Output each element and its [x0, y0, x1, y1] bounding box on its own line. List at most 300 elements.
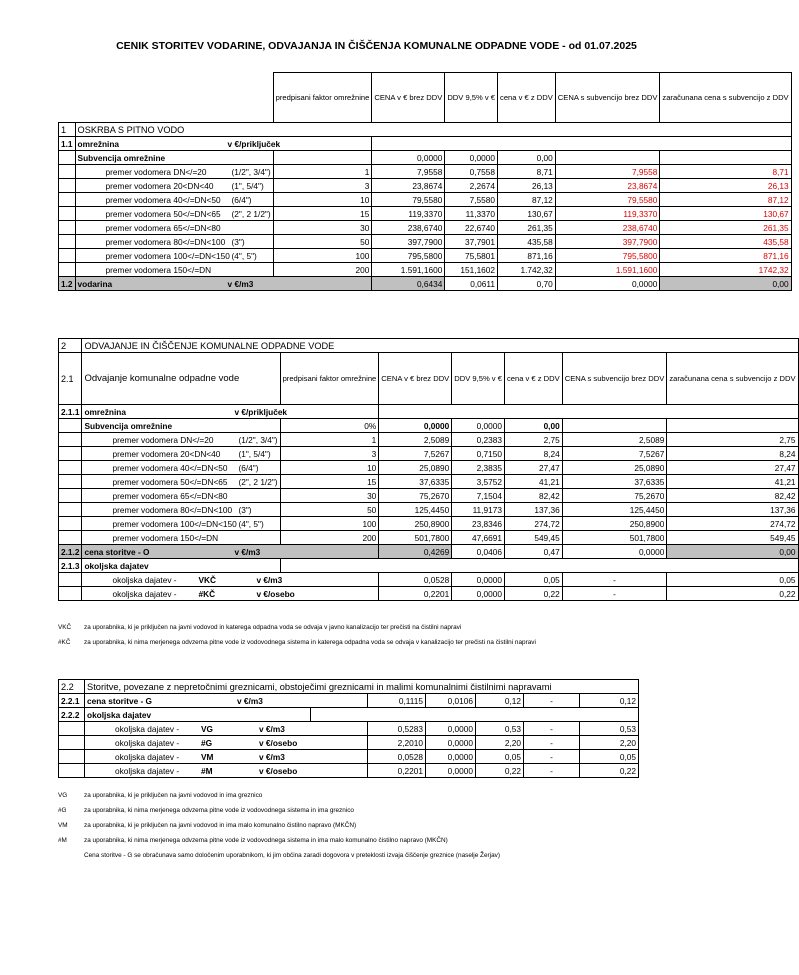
- meter-diameter: premer vodomera 150</=DN: [112, 532, 219, 543]
- meter-diameter: premer vodomera 50</=DN<65: [112, 476, 228, 487]
- meter-charged: 137,36: [667, 503, 798, 517]
- subsection-number: 2.2.2: [59, 708, 85, 722]
- vodarina-label: vodarina v €/m3: [75, 277, 372, 291]
- subsection-title: Odvajanje komunalne odpadne vode: [82, 353, 280, 405]
- table-row: [59, 221, 792, 235]
- levy-unit: v €/osebo: [256, 588, 295, 599]
- subsection-number: 2.1: [59, 353, 82, 405]
- meter-price: 238,6740: [372, 221, 445, 235]
- meter-vat: 11,3370: [445, 207, 498, 221]
- levy-unit: v €/osebo: [259, 737, 298, 748]
- meter-price: 7,9558: [372, 165, 445, 179]
- levy-price-vat: 0,22: [504, 587, 562, 601]
- footnote-text: za uporabnika, ki nima merjenega odvzema pitne vode iz vodovodnega sistema in ima greznico: [84, 807, 354, 814]
- subsidy-value: 0,0000: [379, 419, 452, 433]
- header-charged: zaračunana cena s subvencijo z DDV: [660, 73, 791, 123]
- row-empty: [59, 433, 82, 447]
- subsidy-vat: 0,0000: [445, 151, 498, 165]
- meter-factor: 200: [273, 263, 372, 277]
- table-row: [59, 587, 799, 601]
- meter-price-vat: 8,71: [498, 165, 556, 179]
- meter-charged: 8,71: [660, 165, 791, 179]
- levy-sub: -: [562, 573, 667, 587]
- table-row: [59, 433, 799, 447]
- footnote-text: Cena storitve - G se obračunava samo določenim uporabnikom, ki jim občina zaradi dogovora v preteklosti izvaja čiščenje greznice (naselje Žerjav): [84, 852, 500, 859]
- levy-name: okoljska dajatev -: [112, 588, 177, 599]
- levy-charged: 0,53: [580, 722, 639, 736]
- subsection-number: 2.1.3: [59, 559, 82, 573]
- meter-label: [82, 433, 280, 447]
- subsection-label: omrežnina v €/priključek: [82, 405, 379, 419]
- meter-price: 250,8900: [379, 517, 452, 531]
- meter-subsidized: 250,8900: [562, 517, 667, 531]
- env-levy-title: okoljska dajatev: [85, 708, 311, 722]
- meter-label: [75, 235, 273, 249]
- levy-label: [85, 722, 368, 736]
- meter-inches: (1/2", 3/4"): [231, 166, 271, 177]
- meter-label: [82, 531, 280, 545]
- meter-diameter: premer vodomera DN</=20: [112, 434, 214, 445]
- row-empty: [59, 221, 76, 235]
- meter-charged: 871,16: [660, 249, 791, 263]
- meter-diameter: premer vodomera 150</=DN: [105, 264, 212, 275]
- meter-inches: (6/4"): [238, 462, 259, 473]
- levy-charged: 0,05: [580, 750, 639, 764]
- meter-subsidized: 7,9558: [555, 165, 660, 179]
- meter-inches: (2", 2 1/2"): [231, 208, 271, 219]
- table-row: [59, 193, 792, 207]
- levy-price: 0,2201: [379, 587, 452, 601]
- meter-subsidized: 125,4450: [562, 503, 667, 517]
- meter-charged: 8,24: [667, 447, 798, 461]
- meter-subsidized: 7,5267: [562, 447, 667, 461]
- meter-vat: 2,3835: [452, 461, 505, 475]
- levy-sub: -: [524, 722, 580, 736]
- meter-price: 795,5800: [372, 249, 445, 263]
- subsidy-label: Subvencija omrežnine: [82, 419, 280, 433]
- meter-price-vat: 26,13: [498, 179, 556, 193]
- row-empty: [59, 517, 82, 531]
- meter-vat: 11,9173: [452, 503, 505, 517]
- meter-factor: 3: [273, 179, 372, 193]
- meter-vat: 22,6740: [445, 221, 498, 235]
- levy-charged: 2,20: [580, 736, 639, 750]
- header-price-no-vat: CENA v € brez DDV: [379, 353, 452, 405]
- meter-vat: 151,1602: [445, 263, 498, 277]
- meter-factor: 15: [273, 207, 372, 221]
- meter-inches: (2", 2 1/2"): [238, 476, 278, 487]
- meter-vat: 23,8346: [452, 517, 505, 531]
- levy-unit: v €/m3: [259, 723, 285, 734]
- levy-code: #KČ: [198, 588, 216, 599]
- levy-code: VM: [201, 751, 214, 762]
- meter-factor: 15: [280, 475, 379, 489]
- levy-price-vat: 0,05: [504, 573, 562, 587]
- vodarina-vat: 0,0611: [445, 277, 498, 291]
- header-price-vat: cena v € z DDV: [504, 353, 562, 405]
- footnote: [58, 833, 500, 848]
- footnote: [58, 620, 536, 635]
- meter-charged: 27,47: [667, 461, 798, 475]
- levy-label: [82, 573, 379, 587]
- service-charged: 0,12: [580, 694, 639, 708]
- levy-price-vat: 0,22: [476, 764, 524, 778]
- table-row: [59, 517, 799, 531]
- row-empty: [59, 207, 76, 221]
- vodarina-price: 0,6434: [372, 277, 445, 291]
- meter-charged: 26,13: [660, 179, 791, 193]
- meter-subsidized: 795,5800: [555, 249, 660, 263]
- vodarina-price-vat: 0,70: [498, 277, 556, 291]
- septic-table: [58, 679, 639, 778]
- meter-diameter: premer vodomera 100</=DN<150: [112, 518, 237, 529]
- meter-price-vat: 2,75: [504, 433, 562, 447]
- meter-diameter: premer vodomera 80</=DN<100: [112, 504, 233, 515]
- page-title: CENIK STORITEV VODARINE, ODVAJANJA IN ČIŠČENJA KOMUNALNE ODPADNE VODE - od 01.07.2025: [116, 40, 637, 52]
- row-empty: [59, 235, 76, 249]
- meter-subsidized: 1.591,1600: [555, 263, 660, 277]
- table-row: [59, 249, 792, 263]
- subsidy-total: 0,00: [504, 419, 562, 433]
- meter-charged: 41,21: [667, 475, 798, 489]
- footnote-text: za uporabnika, ki je priključen na javni vodovod in ima greznico: [84, 792, 263, 799]
- footnote: [58, 818, 500, 833]
- meter-price-vat: 27,47: [504, 461, 562, 475]
- meter-diameter: premer vodomera 40</=DN<50: [105, 194, 221, 205]
- row-empty: [59, 475, 82, 489]
- meter-diameter: premer vodomera 20<DN<40: [105, 180, 214, 191]
- section-title: Storitve, povezane z nepretočnimi greznicami, obstoječimi greznicami in malimi komunalnimi čistilnimi napravami: [85, 680, 639, 694]
- meter-price: 25,0890: [379, 461, 452, 475]
- meter-diameter: premer vodomera 80</=DN<100: [105, 236, 226, 247]
- service-charged: 0,00: [667, 545, 798, 559]
- footnote: [58, 848, 500, 863]
- meter-charged: 1742,32: [660, 263, 791, 277]
- meter-diameter: premer vodomera DN</=20: [105, 166, 207, 177]
- levy-sub: -: [524, 736, 580, 750]
- meter-vat: 3,5752: [452, 475, 505, 489]
- meter-charged: 261,35: [660, 221, 791, 235]
- meter-charged: 2,75: [667, 433, 798, 447]
- meter-inches: (1", 5/4"): [238, 448, 271, 459]
- table-row: [59, 722, 639, 736]
- levy-vat: 0,0000: [426, 750, 476, 764]
- levy-unit: v €/m3: [256, 574, 283, 585]
- row-empty: [59, 461, 82, 475]
- meter-charged: 130,67: [660, 207, 791, 221]
- meter-price: 501,7800: [379, 531, 452, 545]
- row-empty: [59, 764, 85, 778]
- service-price-label: cena storitve - G v €/m3: [85, 694, 368, 708]
- meter-label: [75, 193, 273, 207]
- meter-price-vat: 871,16: [498, 249, 556, 263]
- levy-vat: 0,0000: [426, 736, 476, 750]
- row-empty: [59, 447, 82, 461]
- service-price-label: cena storitve - O v €/m3: [82, 545, 379, 559]
- levy-charged: 0,22: [580, 764, 639, 778]
- service-price: 0,4269: [379, 545, 452, 559]
- meter-subsidized: 119,3370: [555, 207, 660, 221]
- meter-price-vat: 130,67: [498, 207, 556, 221]
- meter-price: 7,5267: [379, 447, 452, 461]
- meter-label: [75, 165, 273, 179]
- levy-name: okoljska dajatev -: [115, 723, 180, 734]
- env-levy-title: okoljska dajatev: [82, 559, 280, 573]
- meter-price: 1.591,1600: [372, 263, 445, 277]
- row-empty: [59, 503, 82, 517]
- table-row: [59, 475, 799, 489]
- section-title: OSKRBA S PITNO VODO: [75, 123, 791, 137]
- meter-inches: (1", 5/4"): [231, 180, 264, 191]
- footnote-code: VM: [58, 822, 68, 829]
- meter-vat: 2,2674: [445, 179, 498, 193]
- meter-subsidized: 238,6740: [555, 221, 660, 235]
- meter-subsidized: 25,0890: [562, 461, 667, 475]
- meter-inches: (3"): [238, 504, 252, 515]
- subsection-number: 1.2: [59, 277, 76, 291]
- table-row: [59, 263, 792, 277]
- subsection-number: 2.2.1: [59, 694, 85, 708]
- vodarina-sub: 0,0000: [555, 277, 660, 291]
- levy-name: okoljska dajatev -: [115, 751, 180, 762]
- meter-factor: 10: [273, 193, 372, 207]
- table-row: [59, 503, 799, 517]
- meter-charged: 82,42: [667, 489, 798, 503]
- header-charged: zaračunana cena s subvencijo z DDV: [667, 353, 798, 405]
- row-empty: [59, 263, 76, 277]
- row-empty: [59, 750, 85, 764]
- meter-price-vat: 435,58: [498, 235, 556, 249]
- service-sub: 0,0000: [562, 545, 667, 559]
- meter-price: 397,7900: [372, 235, 445, 249]
- meter-inches: (4", 5"): [231, 250, 257, 261]
- levy-sub: -: [524, 764, 580, 778]
- meter-price-vat: 137,36: [504, 503, 562, 517]
- meter-price: 23,8674: [372, 179, 445, 193]
- header-price-no-vat: CENA v € brez DDV: [372, 73, 445, 123]
- section-number: 2: [59, 339, 82, 353]
- levy-price-vat: 0,53: [476, 722, 524, 736]
- footnote-text: za uporabnika, ki je priključen na javni vodovod in ima malo komunalno čistilno napravo (MKČN): [84, 822, 357, 829]
- meter-price: 79,5580: [372, 193, 445, 207]
- levy-vat: 0,0000: [426, 722, 476, 736]
- meter-charged: 87,12: [660, 193, 791, 207]
- levy-unit: v €/osebo: [259, 765, 298, 776]
- meter-price-vat: 274,72: [504, 517, 562, 531]
- footnote: [58, 803, 500, 818]
- meter-label: [82, 461, 280, 475]
- header-sub-no-vat: CENA s subvencijo brez DDV: [562, 353, 667, 405]
- meter-label: [82, 517, 280, 531]
- levy-price-vat: 0,05: [476, 750, 524, 764]
- levy-code: VKČ: [198, 574, 216, 585]
- meter-charged: 435,58: [660, 235, 791, 249]
- meter-label: [82, 475, 280, 489]
- service-vat: 0,0106: [426, 694, 476, 708]
- meter-vat: 7,5580: [445, 193, 498, 207]
- row-empty: [59, 587, 82, 601]
- levy-sub: -: [524, 750, 580, 764]
- row-empty: [59, 531, 82, 545]
- service-price-vat: 0,12: [476, 694, 524, 708]
- header-vat: DDV 9,5% v €: [452, 353, 505, 405]
- levy-label: [85, 736, 368, 750]
- subsidy-label: Subvencija omrežnine: [75, 151, 273, 165]
- levy-vat: 0,0000: [426, 764, 476, 778]
- meter-vat: 7,1504: [452, 489, 505, 503]
- table-row: [59, 461, 799, 475]
- meter-factor: 1: [280, 433, 379, 447]
- subsidy-total: 0,00: [498, 151, 556, 165]
- levy-code: #G: [201, 737, 213, 748]
- meter-subsidized: 2,5089: [562, 433, 667, 447]
- levy-label: [85, 750, 368, 764]
- meter-factor: 100: [280, 517, 379, 531]
- footnote-text: za uporabnika, ki nima merjenega odvzema pitne vode iz vodovodnega sistema in katerega odpadna voda se odvaja v kanalizacijo ter prečisti na čistilni napravi: [84, 639, 536, 646]
- service-vat: 0,0406: [452, 545, 505, 559]
- table-row: [59, 179, 792, 193]
- header-vat: DDV 9,5% v €: [445, 73, 498, 123]
- footnote-code: #M: [58, 837, 67, 844]
- row-empty: [59, 179, 76, 193]
- notes-wastewater: [58, 620, 536, 650]
- footnote-code: VG: [58, 792, 68, 799]
- meter-price-vat: 87,12: [498, 193, 556, 207]
- meter-subsidized: 37,6335: [562, 475, 667, 489]
- meter-inches: (3"): [231, 236, 245, 247]
- section-number: 1: [59, 123, 76, 137]
- header-sub-no-vat: CENA s subvencijo brez DDV: [555, 73, 660, 123]
- footnote: [58, 788, 500, 803]
- meter-vat: 47,6691: [452, 531, 505, 545]
- meter-label: [82, 447, 280, 461]
- meter-vat: 37,7901: [445, 235, 498, 249]
- meter-price-vat: 8,24: [504, 447, 562, 461]
- subsidy-percent: 0%: [280, 419, 379, 433]
- meter-subsidized: 501,7800: [562, 531, 667, 545]
- levy-price: 0,0528: [379, 573, 452, 587]
- meter-label: [75, 179, 273, 193]
- meter-factor: 1: [273, 165, 372, 179]
- table-row: [59, 736, 639, 750]
- meter-vat: 0,2383: [452, 433, 505, 447]
- meter-inches: (4", 5"): [238, 518, 264, 529]
- row-empty: [59, 736, 85, 750]
- footnote: [58, 635, 536, 650]
- table-row: [59, 165, 792, 179]
- meter-price-vat: 41,21: [504, 475, 562, 489]
- meter-label: [82, 503, 280, 517]
- footnote-code: #G: [58, 807, 67, 814]
- meter-factor: 50: [273, 235, 372, 249]
- row-empty: [59, 193, 76, 207]
- levy-name: okoljska dajatev -: [112, 574, 177, 585]
- footnote-code: #KČ: [58, 639, 71, 646]
- footnote-text: za uporabnika, ki je priključen na javni vodovod in katerega odpadna voda se odvaja v javno kanalizacijo ter prečisti na čistilni napravi: [84, 624, 462, 631]
- meter-diameter: premer vodomera 50</=DN<65: [105, 208, 221, 219]
- meter-price: 119,3370: [372, 207, 445, 221]
- header-factor: predpisani faktor omrežnine: [280, 353, 379, 405]
- meter-charged: 274,72: [667, 517, 798, 531]
- meter-label: [75, 207, 273, 221]
- subsection-number: 2.1.1: [59, 405, 82, 419]
- subsection-label: omrežnina v €/priključek: [75, 137, 372, 151]
- levy-price: 2,2010: [368, 736, 426, 750]
- meter-charged: 549,45: [667, 531, 798, 545]
- row-empty: [59, 722, 85, 736]
- meter-vat: 0,7558: [445, 165, 498, 179]
- meter-vat: 0,7150: [452, 447, 505, 461]
- meter-factor: 3: [280, 447, 379, 461]
- meter-factor: 30: [273, 221, 372, 235]
- levy-unit: v €/m3: [259, 751, 285, 762]
- meter-subsidized: 397,7900: [555, 235, 660, 249]
- subsidy-value: 0,0000: [372, 151, 445, 165]
- service-price-vat: 0,47: [504, 545, 562, 559]
- subsidy-vat: 0,0000: [452, 419, 505, 433]
- row-empty: [59, 489, 82, 503]
- meter-subsidized: 79,5580: [555, 193, 660, 207]
- meter-factor: 50: [280, 503, 379, 517]
- vodarina-charged: 0,00: [660, 277, 791, 291]
- service-sub: -: [524, 694, 580, 708]
- meter-diameter: premer vodomera 65</=DN<80: [112, 490, 228, 501]
- meter-diameter: premer vodomera 100</=DN<150: [105, 250, 230, 261]
- levy-label: [85, 764, 368, 778]
- table-row: [59, 764, 639, 778]
- footnote-code: VKČ: [58, 624, 72, 631]
- header-factor: predpisani faktor omrežnine: [273, 73, 372, 123]
- meter-price-vat: 261,35: [498, 221, 556, 235]
- meter-label: [75, 221, 273, 235]
- levy-vat: 0,0000: [452, 587, 505, 601]
- footnote-text: za uporabnika, ki nima merjenega odvzema pitne vode iz vodovodnega sistema in ima malo komunalno čistilno napravo (MKČN): [84, 837, 448, 844]
- subsection-number: 2.1.2: [59, 545, 82, 559]
- meter-diameter: premer vodomera 65</=DN<80: [105, 222, 221, 233]
- meter-inches: (6/4"): [231, 194, 252, 205]
- meter-diameter: premer vodomera 20<DN<40: [112, 448, 221, 459]
- table-row: [59, 447, 799, 461]
- wastewater-table: [58, 338, 799, 601]
- levy-name: okoljska dajatev -: [115, 737, 180, 748]
- meter-price-vat: 1.742,32: [498, 263, 556, 277]
- row-empty: [59, 573, 82, 587]
- meter-factor: 200: [280, 531, 379, 545]
- meter-inches: (1/2", 3/4"): [238, 434, 278, 445]
- meter-subsidized: 75,2670: [562, 489, 667, 503]
- meter-diameter: premer vodomera 40</=DN<50: [112, 462, 228, 473]
- meter-price: 125,4450: [379, 503, 452, 517]
- meter-price: 2,5089: [379, 433, 452, 447]
- section-number: 2.2: [59, 680, 85, 694]
- levy-price-vat: 2,20: [476, 736, 524, 750]
- table-row: [59, 531, 799, 545]
- meter-price: 37,6335: [379, 475, 452, 489]
- service-price: 0,1115: [368, 694, 426, 708]
- meter-vat: 75,5801: [445, 249, 498, 263]
- levy-name: okoljska dajatev -: [115, 765, 180, 776]
- levy-sub: -: [562, 587, 667, 601]
- levy-label: [82, 587, 379, 601]
- table-row: [59, 489, 799, 503]
- meter-subsidized: 23,8674: [555, 179, 660, 193]
- row-empty: [59, 249, 76, 263]
- subsection-number: 1.1: [59, 137, 76, 151]
- meter-label: [82, 489, 280, 503]
- levy-vat: 0,0000: [452, 573, 505, 587]
- meter-factor: 30: [280, 489, 379, 503]
- table-row: [59, 235, 792, 249]
